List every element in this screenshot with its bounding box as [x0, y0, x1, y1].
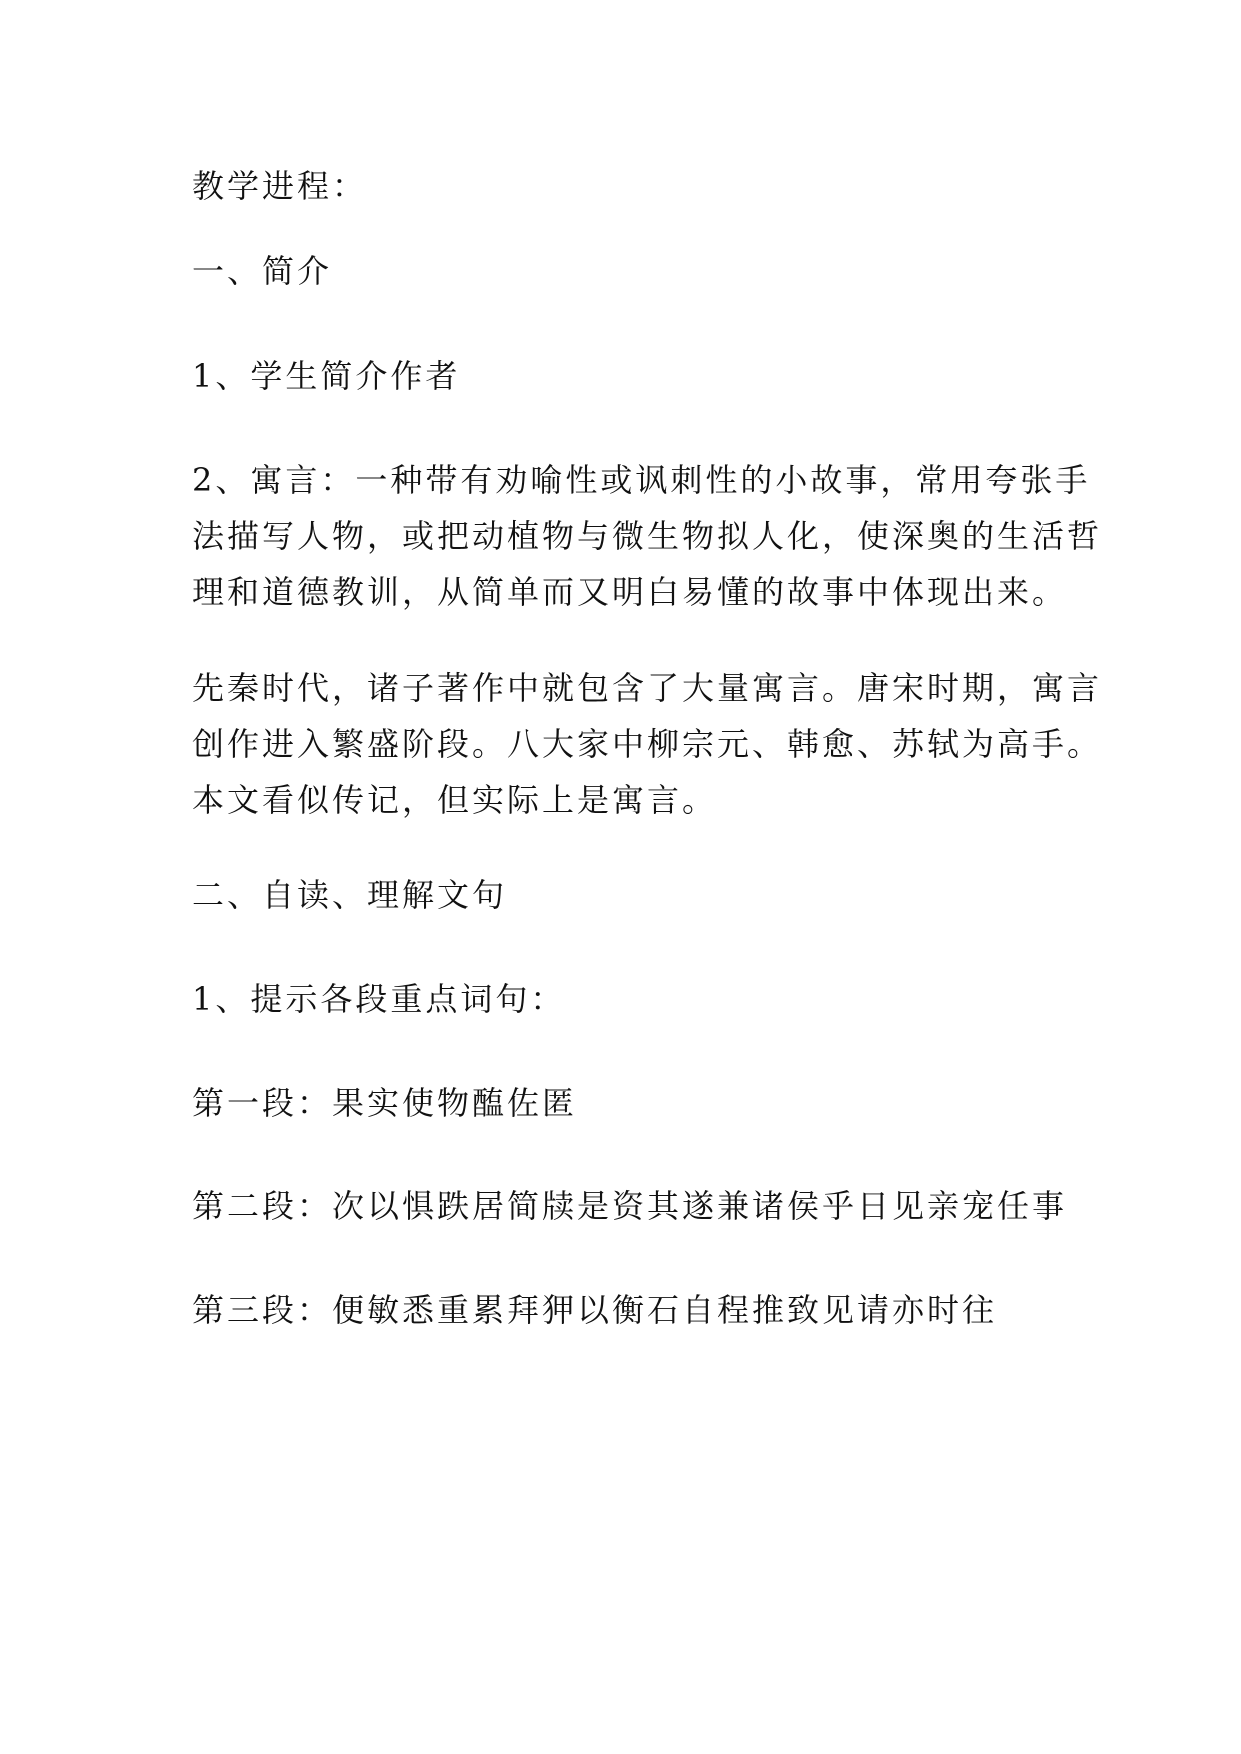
- section-title-reading: 二、自读、理解文句: [192, 876, 508, 914]
- list-item-author: 1、学生简介作者: [192, 357, 461, 395]
- paragraph-fable-history: 先秦时代，诸子著作中就包含了大量寓言。唐宋时期，寓言 创作进入繁盛阶段。八大家中柳宗元、韩愈、苏轼为高手。 本文看似传记，但实际上是寓言。: [192, 669, 1103, 819]
- paragraph-part-one: 第一段：果实使物醢佐匿: [192, 1084, 578, 1122]
- paragraph-fable-definition: 2、寓言：一种带有劝喻性或讽刺性的小故事，常用夸张手 法描写人物，或把动植物与微生物拟人化，使深奥的生活哲 理和道德教训，从简单而又明白易懂的故事中体现出来。: [192, 461, 1103, 611]
- section-title-intro: 一、简介: [192, 252, 333, 290]
- list-item-key-phrases: 1、提示各段重点词句：: [192, 980, 566, 1018]
- heading: 教学进程：: [192, 167, 368, 205]
- paragraph-part-three: 第三段：便敏悉重累拜狎以衡石自程推致见请亦时往: [192, 1291, 998, 1329]
- paragraph-part-two: 第二段：次以惧跌居简牍是资其遂兼诸侯乎日见亲宠任事: [192, 1187, 1068, 1225]
